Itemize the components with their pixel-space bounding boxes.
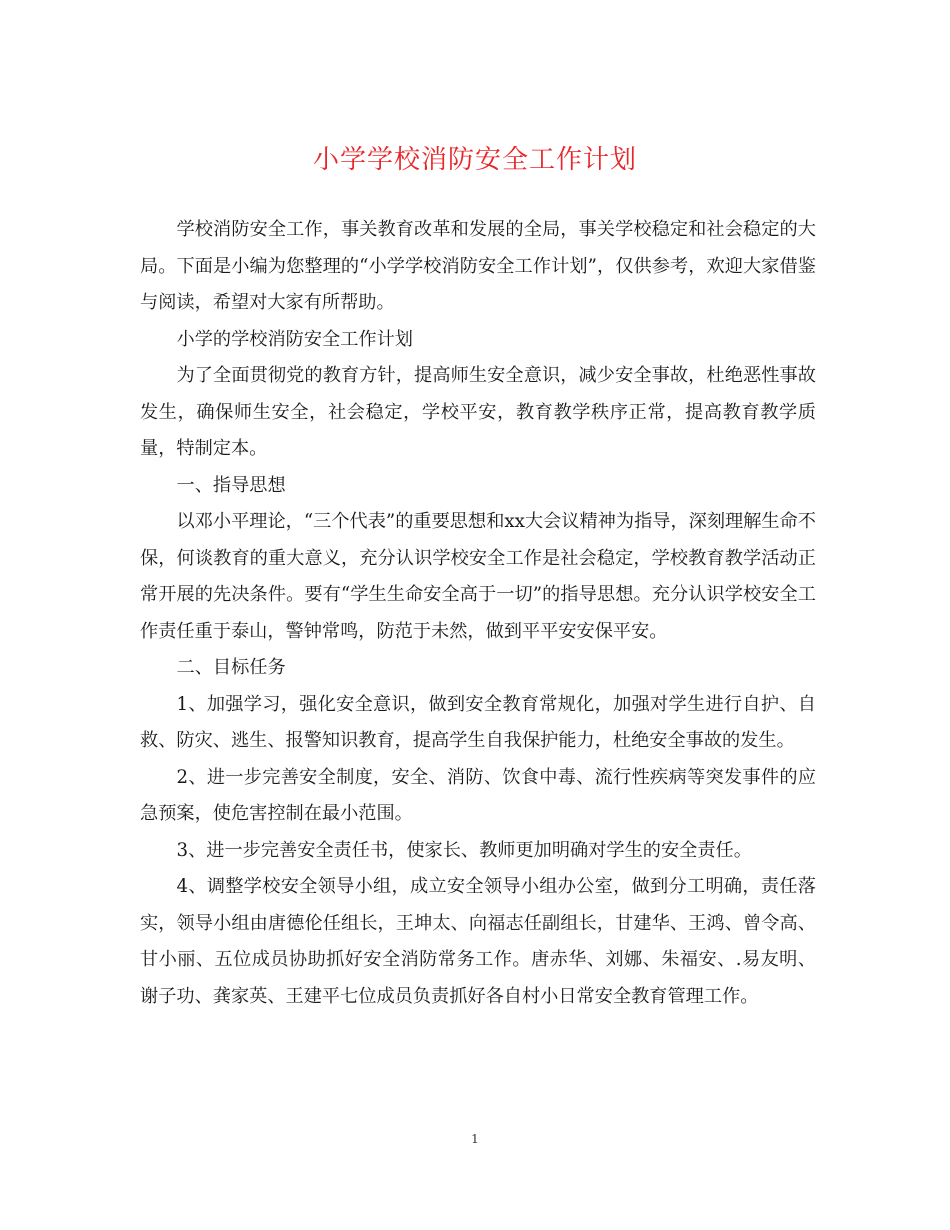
paragraph-intro: 学校消防安全工作，事关教育改革和发展的全局，事关学校稳定和社会稳定的大局。下面是小编为您整理的“小学学校消防安全工作计划”，仅供参考，欢迎大家借鉴与阅读，希望对大家有所帮助。 [140,219,816,313]
list-item-3: 3、进一步完善安全责任书，使家长、教师更加明确对学生的安全责任。 [176,839,752,861]
section-heading-guiding-thought: 一、指导思想 [176,474,286,496]
section-heading-goals: 二、目标任务 [176,657,286,678]
paragraph-guiding-thought: 以邓小平理论，“三个代表”的重要思想和xx大会议精神为指导，深刻理解生命不保，何谈教育的重大意义，充分认识学校安全工作是社会稳定，学校教育教学活动正常开展的先决条件。要有“学生生命安全高于一切”的指导思想。充分认识学校安全工作责任重于泰山，警钟常鸣，防范于未然，做到平平安安保平安。 [140,511,816,642]
list-item-4: 4、调整学校安全领导小组，成立安全领导小组办公室，做到分工明确，责任落实，领导小组由唐德伦任组长，王坤太、向福志任副组长，甘建华、王鸿、曾令高、甘小丽、五位成员协助抓好安全消防常务工作。唐赤华、刘娜、朱福安、.易友明、谢子功、龚家英、王建平七位成员负责抓好各自村小日常安全教育管理工作。 [140,876,816,1007]
list-item-2: 2、进一步完善安全制度，安全、消防、饮食中毒、流行性疾病等突发事件的应急预案，使危害控制在最小范围。 [140,766,816,824]
document-title: 小学学校消防安全工作计划 [312,145,637,175]
list-item-1: 1、加强学习，强化安全意识，做到安全教育常规化，加强对学生进行自护、自救、防灾、逃生、报警知识教育，提高学生自我保护能力，杜绝安全事故的发生。 [140,693,816,751]
paragraph-purpose: 为了全面贯彻党的教育方针，提高师生安全意识，减少安全事故，杜绝恶性事故发生，确保师生安全，社会稳定，学校平安，教育教学秩序正常，提高教育教学质量，特制定本。 [140,365,816,459]
document-body [140,212,816,1015]
page-number: 1 [471,1132,479,1146]
paragraph-subtitle: 小学的学校消防安全工作计划 [176,328,413,350]
